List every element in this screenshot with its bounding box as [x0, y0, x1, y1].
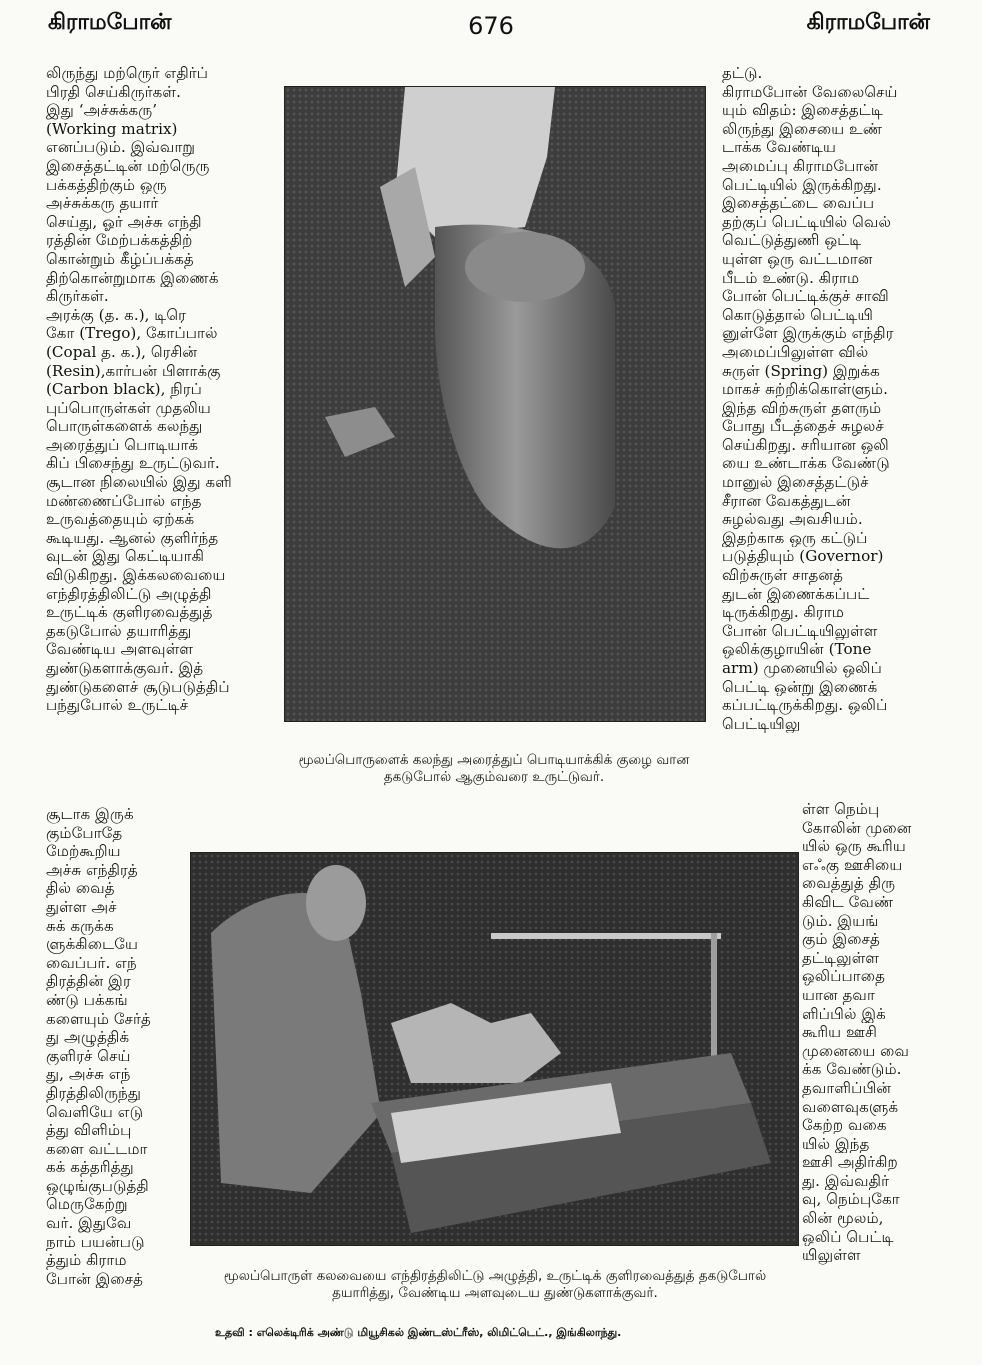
- text-line: டும். இயங்: [802, 911, 879, 930]
- text-line: புப்பொருள்கள் முதலிய: [46, 398, 211, 417]
- text-line: (Copal த. க.), ரெசின்: [46, 342, 198, 361]
- photo-mixing-worker: [284, 86, 706, 722]
- text-line: நாம் பயன்படு: [46, 1232, 145, 1251]
- text-line: திரத்திலிருந்து: [46, 1083, 142, 1102]
- text-line: தற்குப் பெட்டியில் வெல்: [722, 212, 892, 231]
- text-line: சூடாக இருக்: [46, 805, 134, 823]
- text-line: மேற்கூறிய: [46, 842, 121, 861]
- text-line: கோ (Trego), கோப்பால்: [46, 324, 218, 343]
- text-line: கிவிட வேண்: [802, 892, 894, 911]
- text-line: தட்டிலுள்ள: [802, 948, 880, 967]
- text-line: துண்டுகளைச் சூடுபடுத்திப்: [46, 677, 230, 696]
- photo2-caption: மூலப்பொருள் கலவையை எந்திரத்திலிட்டு அழுத்தி, உருட்டிக் குளிரவைத்துத் தகடுபோல் தயாரித்து, வேண்டிய அளவுடைய துண்டுகளாக்குவர்.: [223, 1268, 767, 1301]
- text-line: தவாளிப்பின்: [802, 1078, 892, 1097]
- text-line: கிராமபோன் வேலைசெய்: [722, 82, 898, 101]
- text-line: து. இவ்வதிர்: [802, 1171, 890, 1190]
- text-line: மானுல் இசைத்தட்டுச்: [722, 473, 869, 492]
- text-line: யான தவா: [802, 985, 875, 1004]
- text-line: இதற்காக ஒரு கட்டுப்: [722, 528, 868, 547]
- left-column-bottom: [46, 805, 170, 1288]
- text-line: சீரான வேகத்துடன்: [722, 491, 851, 510]
- text-line: யுள்ள ஒரு வட்டமான: [722, 249, 873, 268]
- text-line: பந்துபோல் உருட்டிச்: [46, 696, 189, 715]
- text-line: பொருள்களைக் கலந்து: [46, 417, 203, 436]
- text-line: துண்டுகளாக்குவர். இத்: [46, 659, 204, 677]
- text-line: போன் பெட்டிக்குச் சாவி: [722, 287, 889, 306]
- text-line: கிருர்கள்.: [46, 287, 109, 306]
- text-line: உருவத்தையும் ஏற்கக்: [46, 510, 195, 529]
- text-line: யும் விதம்: இசைத்தட்டி: [722, 101, 883, 120]
- text-line: சுக் கருக்க: [46, 916, 114, 935]
- text-line: து அழுத்திக்: [46, 1028, 130, 1047]
- text-line: எனப்படும். இவ்வாறு: [46, 138, 196, 157]
- text-line: சுருள் (Spring) இறுக்க: [722, 361, 880, 380]
- text-line: லிருந்து மற்ருெர் எதிர்ப்: [46, 64, 209, 82]
- text-line: (Resin),கார்பன் பிளாக்கு: [46, 361, 221, 380]
- page-number: 676: [468, 12, 514, 40]
- text-line: கும்போதே: [46, 823, 123, 842]
- text-line: லின் மூலம்,: [802, 1209, 884, 1228]
- text-line: அச்சு எந்திரத்: [46, 860, 138, 879]
- text-line: லிருந்து இசையை உண்: [722, 119, 883, 138]
- photo-credit: உதவி : எலெக்டிரிக் அண்டு மியூசிகல் இண்டஸ்ட்ரீஸ், லிமிட்டெட்., இங்கிலாந்து.: [215, 1326, 622, 1339]
- photo-machine-illustration: [191, 853, 798, 1245]
- text-line: பிரதி செய்கிருர்கள்.: [46, 82, 181, 101]
- text-line: (Carbon black), நிரப்: [46, 380, 202, 399]
- text-line: கேற்ற வகை: [802, 1116, 887, 1135]
- text-line: யில் ஒரு கூரிய: [802, 837, 906, 856]
- text-line: சுழல்வது அவசியம்.: [722, 510, 863, 529]
- text-line: களையும் சேர்த்: [46, 1009, 151, 1028]
- text-line: துள்ள அச்: [46, 897, 117, 916]
- text-line: களை வட்டமா: [46, 1139, 148, 1158]
- text-line: க்க வேண்டும்.: [802, 1060, 902, 1079]
- text-line: போது பீடத்தைச் சுழலச்: [722, 417, 884, 436]
- text-line: படுத்தியும் (Governor): [722, 547, 884, 566]
- header-right-title: கிராமபோன்: [806, 10, 930, 35]
- text-line: வளைவுகளுக்: [802, 1097, 899, 1116]
- header-left-title: கிராமபோன்: [48, 10, 172, 35]
- text-line: ஒலிப் பெட்டி: [802, 1227, 894, 1246]
- text-line: ஒழுங்குபடுத்தி: [46, 1176, 149, 1195]
- text-line: பீடம் உண்டு. கிராம: [722, 268, 860, 287]
- text-line: ள்ள நெம்பு: [802, 800, 880, 818]
- text-line: இசைத்தட்டின் மற்ருெரு: [46, 156, 210, 175]
- text-line: திற்கொன்றுமாக இணைக்: [46, 268, 219, 287]
- text-line: செய்து, ஓர் அச்சு எந்தி: [46, 212, 202, 231]
- text-line: மெருகேற்று: [46, 1195, 128, 1214]
- text-line: பக்கத்திற்கும் ஒரு: [46, 175, 167, 194]
- text-line: (Working matrix): [46, 119, 178, 138]
- text-line: பெட்டியில் இருக்கிறது.: [722, 175, 882, 194]
- text-line: ஊசி அதிர்கிற: [802, 1153, 898, 1172]
- text-line: வைப்பர். எந்: [46, 953, 137, 972]
- text-line: வு, நெம்புகோ: [802, 1190, 900, 1209]
- text-line: திரத்தின் இர: [46, 972, 131, 991]
- text-line: சூடான நிலையில் இது களி: [46, 473, 232, 492]
- photo1-caption: மூலப்பொருளைக் கலந்து அரைத்துப் பொடியாக்கிக் குழை வான தகடுபோல் ஆகும்வரை உருட்டுவர்.: [298, 752, 690, 785]
- text-line: அமைப்பு கிராமபோன்: [722, 156, 879, 175]
- text-line: போன் இசைத்: [46, 1269, 144, 1288]
- text-line: ஒலிக்குழாயின் (Tone: [722, 640, 872, 659]
- text-line: வெளியே எடு: [46, 1102, 144, 1121]
- text-line: பெட்டியிலு: [722, 714, 801, 733]
- text-line: arm) முனையில் ஒலிப்: [722, 659, 882, 677]
- text-line: கோலின் முனை: [802, 818, 912, 837]
- left-column-top: [46, 64, 278, 715]
- text-line: ளிப்பில் இக்: [802, 1004, 886, 1023]
- text-line: தட்டு.: [722, 64, 763, 82]
- text-line: செய்கிறது. சரியான ஒலி: [722, 435, 889, 454]
- text-line: எந்திரத்திலிட்டு அழுத்தி: [46, 584, 212, 603]
- text-line: பெட்டி ஒன்று இணைக்: [722, 677, 878, 696]
- text-line: ண்டு பக்கங்: [46, 990, 128, 1009]
- text-line: கொடுத்தால் பெட்டியி: [722, 305, 874, 324]
- photo-rolling-machine: [190, 852, 799, 1246]
- text-line: கப்பட்டிருக்கிறது. ஒலிப்: [722, 696, 888, 715]
- text-line: இது ‘அச்சுக்கரு’: [46, 101, 158, 120]
- photo-mixing-illustration: [285, 87, 705, 721]
- text-line: இசைத்தட்டை வைப்ப: [722, 194, 875, 213]
- text-line: மாகச் சுற்றிக்கொள்ளும்.: [722, 380, 888, 399]
- text-line: ஒலிப்பாதை: [802, 967, 885, 986]
- text-line: குளிரச் செய்: [46, 1046, 131, 1065]
- text-line: எஃகு ஊசியை: [802, 855, 903, 874]
- text-line: னுள்ளே இருக்கும் எந்திர: [722, 324, 894, 343]
- text-line: துடன் இணைக்கப்பட்: [722, 584, 870, 603]
- right-column-top: [722, 64, 940, 733]
- text-line: கும் இசைத்: [802, 930, 880, 949]
- text-line: உருட்டிக் குளிரவைத்துத்: [46, 603, 213, 622]
- text-line: வுடன் இது கெட்டியாகி: [46, 547, 205, 566]
- text-line: அரைத்துப் பொடியாக்: [46, 435, 199, 454]
- text-line: போன் பெட்டியிலுள்ள: [722, 621, 878, 640]
- text-line: த்து விளிம்பு: [46, 1121, 132, 1140]
- text-line: தகடுபோல் தயாரித்து: [46, 621, 192, 640]
- text-line: யை உண்டாக்க வேண்டு: [722, 454, 890, 473]
- text-line: கூரிய ஊசி: [802, 1023, 878, 1042]
- text-line: தில் வைத்: [46, 879, 115, 898]
- text-line: ரத்தின் மேற்பக்கத்திற்: [46, 231, 193, 250]
- text-line: வெட்டுத்துணி ஒட்டி: [722, 231, 862, 250]
- text-line: அமைப்பிலுள்ள வில்: [722, 342, 869, 361]
- text-line: கொன்றும் கீழ்ப்பக்கத்: [46, 249, 194, 268]
- text-line: ளுக்கிடையே: [46, 935, 139, 954]
- text-line: யில் இந்த: [802, 1134, 870, 1153]
- text-line: டிருக்கிறது. கிராம: [722, 603, 844, 622]
- text-line: அரக்கு (த. க.), டிரெ: [46, 305, 187, 324]
- text-line: கிப் பிசைந்து உருட்டுவர்.: [46, 454, 220, 473]
- text-line: வர். இதுவே: [46, 1214, 132, 1233]
- text-line: டாக்க வேண்டிய: [722, 138, 837, 157]
- text-line: து, அச்சு எந்: [46, 1065, 131, 1084]
- text-line: வைத்துத் திரு: [802, 874, 896, 893]
- text-line: விடுகிறது. இக்கலவையை: [46, 566, 226, 585]
- text-line: கக் கத்தரித்து: [46, 1158, 134, 1177]
- text-line: கூடியது. ஆனல் குளிர்ந்த: [46, 528, 219, 547]
- right-column-bottom: [802, 800, 940, 1265]
- text-line: யிலுள்ள: [802, 1246, 861, 1265]
- text-line: இந்த விற்சுருள் தளரும்: [722, 398, 882, 417]
- text-line: அச்சுக்கரு தயார்: [46, 194, 159, 213]
- text-line: வேண்டிய அளவுள்ள: [46, 640, 194, 659]
- text-line: மண்ணைப்போல் எந்த: [46, 491, 202, 510]
- text-line: த்தும் கிராம: [46, 1251, 127, 1270]
- text-line: முனையை வை: [802, 1041, 910, 1060]
- text-line: விற்சுருள் சாதனத்: [722, 566, 843, 585]
